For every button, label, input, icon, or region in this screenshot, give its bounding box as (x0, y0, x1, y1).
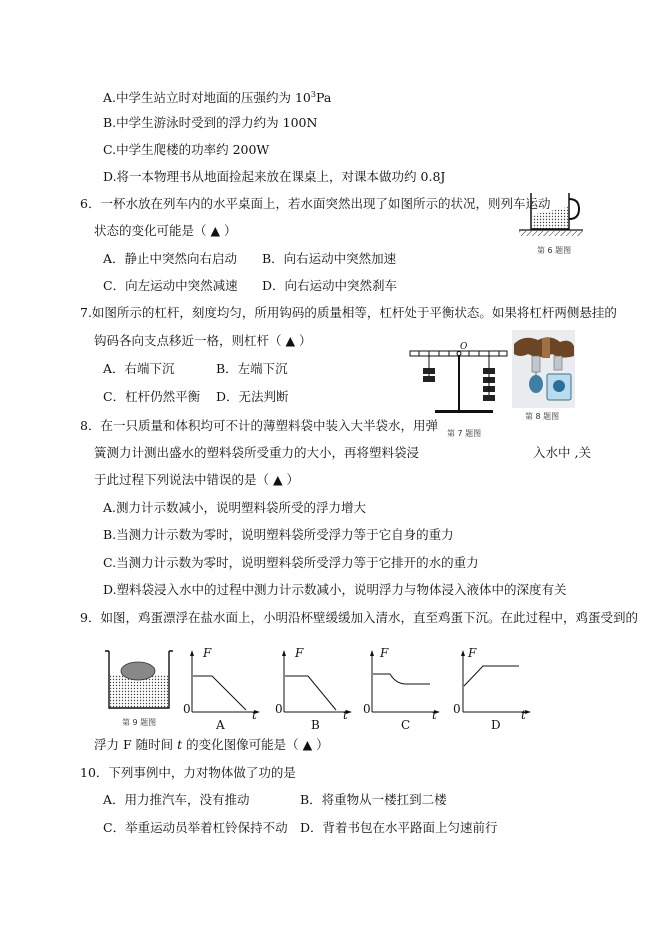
q10-option-a: A．用力推汽车，没有推动 (103, 792, 250, 807)
q9-graph-b-origin: 0 (275, 702, 283, 716)
q8-option-a: A.测力计示数减小，说明塑料袋所受的浮力增大 (103, 500, 367, 515)
q6-option-b: B．向右运动中突然加速 (262, 251, 397, 266)
q8-stem-line3: 于此过程下列说法中错误的是（ ▲ ） (94, 472, 300, 487)
q7-stem-line2: 钩码各向支点移近一格，则杠杆（ ▲ ） (94, 333, 312, 348)
q9-egg-figure (100, 645, 180, 713)
q6-cup-figure (515, 185, 585, 240)
q6-option-a: A．静止中突然向右启动 (103, 251, 238, 266)
q7-pivot-label: O (460, 342, 468, 352)
q7-option-b: B．左端下沉 (216, 361, 288, 376)
q7-option-c: C．杠杆仍然平衡 (103, 389, 201, 404)
q8-option-c: C.当测力计示数为零时，说明塑料袋所受浮力等于它排开的水的重力 (103, 555, 479, 570)
q9-graph-a-axis-f: F (203, 646, 212, 660)
q8-stem-line2a: 簧测力计测出盛水的塑料袋所受重力的大小，再将塑料袋浸 (94, 445, 420, 460)
q9-graph-b-axis-f: F (295, 646, 304, 660)
q10-option-c: C．举重运动员举着杠铃保持不动 (103, 820, 288, 835)
q9-stem-line1: 9．如图，鸡蛋漂浮在盐水面上，小明沿杯壁缓缓加入清水，直至鸡蛋下沉。在此过程中，鸡蛋受到的 (80, 610, 638, 625)
q8-figure-caption: 第 8 题图 (525, 412, 560, 421)
q9-graph-b-axis-t: t (343, 708, 348, 722)
q5-option-d: D.将一本物理书从地面捡起来放在课桌上，对课本做功约 0.8J (103, 169, 446, 184)
q7-stem-line1: 7.如图所示的杠杆，刻度均匀，所用钩码的质量相等，杠杆处于平衡状态。如果将杠杆两侧悬挂的 (80, 305, 617, 320)
q9-graph-a-axis-t: t (252, 708, 257, 722)
q8-option-d: D.塑料袋浸入水中的过程中测力计示数减小，说明浮力与物体浸入液体中的深度有关 (103, 582, 567, 597)
q5-option-a-exponent: 3 (310, 90, 316, 99)
q7-figure-caption: 第 7 题图 (447, 429, 482, 438)
q10-stem: 10．下列事例中，力对物体做了功的是 (80, 765, 296, 780)
q9-graph-b (282, 650, 352, 716)
q9-stem-line2: 浮力 F 随时间 t 的变化图像可能是（ ▲ ） (94, 737, 329, 752)
q8-photo-figure (512, 330, 575, 408)
q9-graph-d-origin: 0 (453, 702, 461, 716)
q9-graph-a (190, 650, 260, 716)
q9-graph-d-label: D (491, 718, 501, 732)
q6-stem-line1: 6．一杯水放在列车内的水平桌面上，若水面突然出现了如图所示的状况，则列车运动 (80, 196, 551, 211)
q9-figure-caption: 第 9 题图 (122, 718, 157, 727)
q9-graph-a-origin: 0 (183, 702, 191, 716)
q8-stem-line1: 8．在一只质量和体积均可不计的薄塑料袋中装入大半袋水，用弹 (80, 418, 438, 433)
q5-option-c: C.中学生爬楼的功率约 200W (103, 142, 270, 157)
q10-option-b: B．将重物从一楼扛到二楼 (300, 792, 447, 807)
q6-figure-caption: 第 6 题图 (537, 246, 572, 255)
q9-graph-d-axis-t: t (521, 708, 526, 722)
q9-graph-d-axis-f: F (468, 646, 477, 660)
q8-stem-line2b: 入水中 ,关 (533, 445, 591, 460)
q5-option-b: B.中学生游泳时受到的浮力约为 100N (103, 115, 318, 130)
q9-graph-c-axis-t: t (432, 708, 437, 722)
q9-graph-a-label: A (216, 718, 225, 732)
q10-option-d: D．背着书包在水平路面上匀速前行 (300, 820, 498, 835)
q6-option-c: C．向左运动中突然减速 (103, 278, 238, 293)
q9-graph-c-origin: 0 (363, 702, 371, 716)
q6-stem-line2: 状态的变化可能是（ ▲ ） (94, 223, 237, 238)
q8-option-b: B.当测力计示数为零时，说明塑料袋所受浮力等于它自身的重力 (103, 527, 454, 542)
q7-option-a: A．右端下沉 (103, 361, 175, 376)
q6-option-d: D．向右运动中突然刹车 (262, 278, 398, 293)
q9-graph-c-axis-f: F (380, 646, 389, 660)
q7-lever-figure (405, 340, 515, 422)
q9-graph-c-label: C (401, 718, 411, 732)
q7-option-d: D．无法判断 (216, 389, 289, 404)
q9-graph-b-label: B (311, 718, 320, 732)
q5-option-a: A.中学生站立时对地面的压强约为 $10^3Pa$ (103, 90, 332, 106)
